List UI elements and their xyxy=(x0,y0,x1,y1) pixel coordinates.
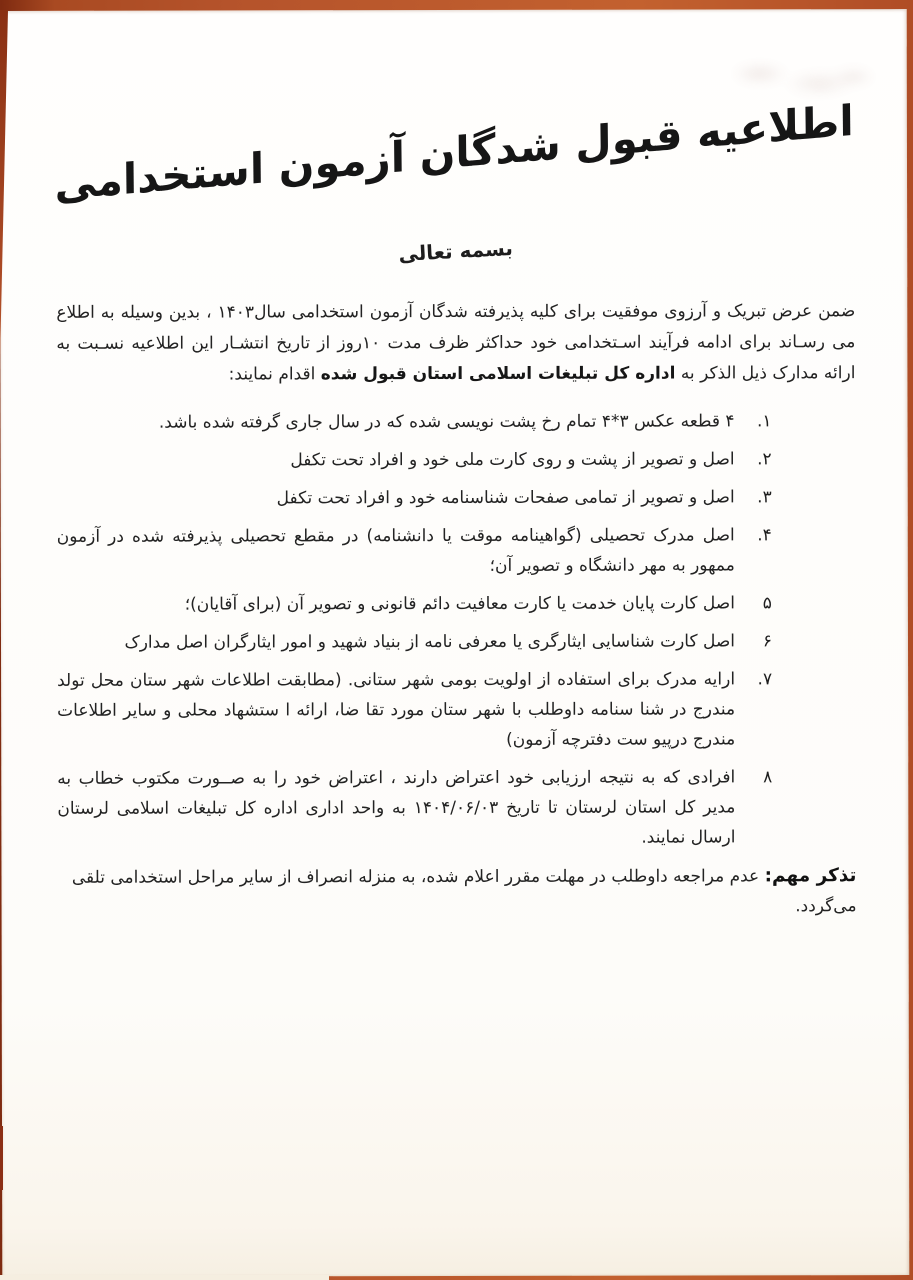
list-item-text: اصل و تصویر از تمامی صفحات شناسنامه خود و افراد تحت تکفل xyxy=(276,487,735,509)
intro-text-start: ضمن عرض تبریک و آرزوی موفقیت برای کلیه پذیرفته شدگان آزمون استخدامی سال۱۴۰۳ ، بدین وسیله به اطلاع می رسـاند برای ادامه فرآیند اسـتخدامی خود حداکثر ظرف مدت ۱۰روز از تاریخ انتشـار این اطلاعیه نسـبت به ارائه مدارک ذیل الذکر به xyxy=(56,301,856,384)
list-item-number: ۲. xyxy=(757,449,772,470)
requirements-list xyxy=(57,406,773,853)
document-content xyxy=(0,95,910,1280)
list-item-text: اصل مدرک تحصیلی (گواهینامه موقت یا دانشنامه) در مقطع تحصیلی پذیرفته شده در آزمون ممهور به مهر دانشگاه و تصویر آن؛ xyxy=(56,525,735,576)
list-item-number: ۴. xyxy=(757,525,772,546)
scanned-document-page xyxy=(0,9,909,1277)
list-item xyxy=(57,520,772,581)
bismillah-line: بسمه تعالی xyxy=(397,235,514,267)
document-title-calligraphy: اطلاعیه قبول شدگان آزمون استخدامی xyxy=(54,95,854,210)
list-item-number: ۵ xyxy=(762,593,772,614)
list-item xyxy=(57,762,772,853)
list-item-number: ۱. xyxy=(756,411,772,432)
background-edge-sliver xyxy=(0,1126,3,1190)
list-item-number: ۸ xyxy=(763,767,773,788)
list-item-text: اصل کارت پایان خدمت یا کارت معافیت دائم قانونی و تصویر آن (برای آقایان)؛ xyxy=(184,593,735,615)
paper-bottom-overhang xyxy=(0,1275,329,1280)
intro-bold-office-name: اداره کل تبلیغات اسلامی استان قبول شده xyxy=(320,363,676,385)
important-note xyxy=(57,861,856,923)
list-item-number: ۳. xyxy=(757,487,772,508)
list-item xyxy=(57,406,772,437)
list-item xyxy=(57,664,772,755)
important-note-text: عدم مراجعه داوطلب در مهلت مقرر اعلام شده، به منزله انصراف از سایر مراحل استخدامی تلقی می‌گردد. xyxy=(71,866,857,917)
list-item-text: ارایه مدرک برای استفاده از اولویت بومی شهر ستانی. (مطابقت اطلاعات شهر ستان محل تولد مندرج در شنا سنامه داوطلب با شهر ستان مورد تقا ضا، ارائه ا ستشهاد محلی و سایر اطلاعات مندرج درپیو ست دفترچه آزمون) xyxy=(57,669,736,750)
intro-paragraph xyxy=(56,296,855,391)
list-item-text: اصل و تصویر از پشت و روی کارت ملی خود و افراد تحت تکفل xyxy=(290,449,735,471)
list-item xyxy=(57,482,772,513)
list-item-number: ۶ xyxy=(762,631,773,652)
list-item-number: ۷. xyxy=(757,669,773,690)
intro-text-end: اقدام نمایند: xyxy=(228,364,321,385)
list-item xyxy=(57,444,772,475)
important-note-label: تذکر مهم: xyxy=(764,865,857,887)
list-item-text: ۴ قطعه عکس ۳*۴ تمام رخ پشت نویسی شده که در سال جاری گرفته شده باشد. xyxy=(158,411,735,433)
list-item-text: اصل کارت شناسایی ایثارگری یا معرفی نامه از بنیاد شهید و امور ایثارگران اصل مدارک xyxy=(124,631,736,653)
list-item-text: افرادی که به نتیجه ارزیابی خود اعتراض دارند ، اعتراض خود را به صــورت مکتوب خطاب به مدیر کل استان لرستان تا تاریخ ۱۴۰۴/۰۶/۰۳ به واحد اداری اداره کل تبلیغات اسلامی لرستان ارسال نمایند. xyxy=(57,767,736,848)
list-item xyxy=(57,626,772,657)
list-item xyxy=(57,588,772,619)
